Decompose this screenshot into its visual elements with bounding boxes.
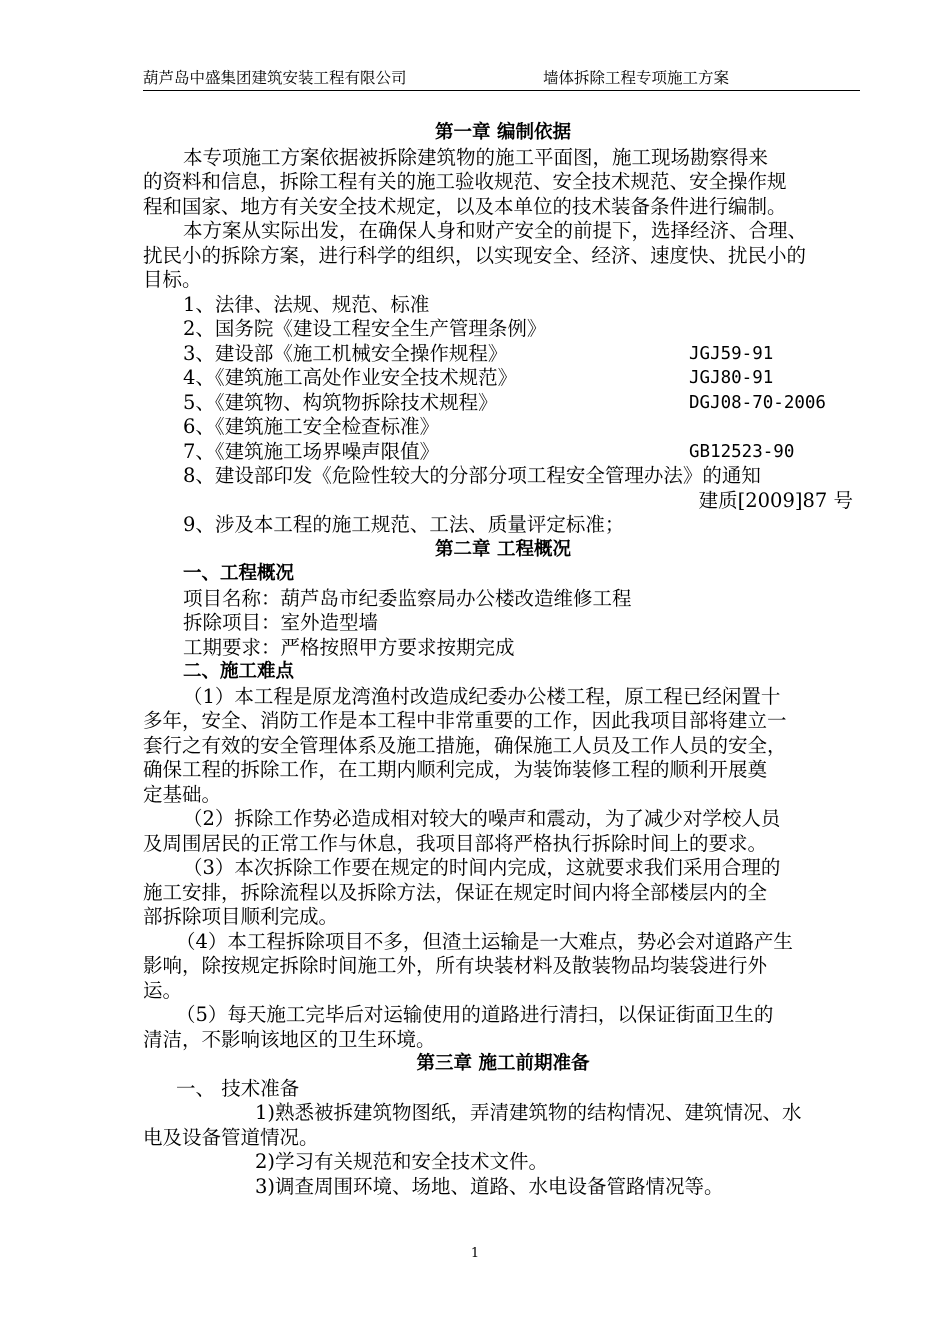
company-name: 葫芦岛中盛集团建筑安装工程有限公司 bbox=[143, 69, 407, 87]
paragraph-line: 3)调查周围环境、场地、道路、水电设备管路情况等。 bbox=[255, 1174, 724, 1198]
project-name: 项目名称：葫芦岛市纪委监察局办公楼改造维修工程 bbox=[183, 586, 632, 610]
paragraph-line: 2)学习有关规范和安全技术文件。 bbox=[255, 1150, 549, 1173]
paragraph-line: 本专项施工方案依据被拆除建筑物的施工平面图，施工现场勘察得来 bbox=[183, 145, 769, 169]
reference-item: 6、《建筑施工安全检查标准》 bbox=[183, 415, 440, 438]
reference-item: 2、国务院《建设工程安全生产管理条例》 bbox=[183, 317, 547, 340]
chapter-3-title: 第三章 施工前期准备 bbox=[416, 1053, 590, 1074]
paragraph-line: 的资料和信息，拆除工程有关的施工验收规范、安全技术规范、安全操作规 bbox=[143, 170, 787, 193]
paragraph-line: （2）拆除工作势必造成相对较大的噪声和震动，为了减少对学校人员 bbox=[183, 807, 781, 830]
section-heading: 二、施工难点 bbox=[183, 661, 295, 682]
demolition-item: 拆除项目：室外造型墙 bbox=[183, 611, 379, 634]
paragraph-line: 电及设备管道情况。 bbox=[143, 1125, 319, 1149]
paragraph-line: 清洁，不影响该地区的卫生环境。 bbox=[143, 1027, 436, 1051]
paragraph-line: 1)熟悉被拆建筑物图纸，弄清建筑物的结构情况、建筑情况、水 bbox=[255, 1101, 802, 1124]
paragraph-line: 本方案从实际出发，在确保人身和财产安全的前提下，选择经济、合理、 bbox=[183, 219, 808, 242]
paragraph-line: 多年，安全、消防工作是本工程中非常重要的工作，因此我项目部将建立一 bbox=[143, 709, 787, 732]
reference-item: 9、涉及本工程的施工规范、工法、质量评定标准； bbox=[183, 513, 625, 536]
paragraph-line: 施工安排，拆除流程以及拆除方法，保证在规定时间内将全部楼层内的全 bbox=[143, 880, 768, 904]
paragraph-line: 程和国家、地方有关安全技术规定，以及本单位的技术装备条件进行编制。 bbox=[143, 194, 787, 218]
paragraph-line: （4）本工程拆除项目不多，但渣土运输是一大难点，势必会对道路产生 bbox=[176, 929, 793, 953]
reference-item: 4、《建筑施工高处作业安全技术规范》 JGJ80-91 bbox=[183, 366, 774, 389]
reference-item: 5、《建筑物、构筑物拆除技术规程》 DGJ08-70-2006 bbox=[183, 390, 826, 414]
section-heading: 一、工程概况 bbox=[183, 563, 295, 584]
paragraph-line: 部拆除项目顺利完成。 bbox=[143, 905, 339, 928]
section-heading: 一、 技术准备 bbox=[176, 1076, 300, 1100]
reference-item: 3、建设部《施工机械安全操作规程》 JGJ59-91 bbox=[183, 341, 774, 365]
reference-item: 1、法律、法规、规范、标准 bbox=[183, 292, 430, 316]
paragraph-line: 定基础。 bbox=[143, 782, 222, 806]
document-body bbox=[143, 121, 863, 1199]
reference-item: 7、《建筑施工场界噪声限值》 GB12523-90 bbox=[183, 439, 795, 463]
paragraph-line: 运。 bbox=[143, 978, 183, 1002]
reference-item: 8、建设部印发《危险性较大的分部分项工程安全管理办法》的通知 bbox=[183, 464, 761, 487]
paragraph-line: 影响，除按规定拆除时间施工外，所有块装材料及散装物品均装袋进行外 bbox=[143, 954, 768, 977]
paragraph-line: 确保工程的拆除工作，在工期内顺利完成，为装饰装修工程的顺利开展奠 bbox=[143, 758, 768, 781]
standard-code: 建质[2009]87 号 bbox=[698, 488, 853, 512]
standard-code: GB12523-90 bbox=[689, 441, 795, 462]
paragraph-line: 套行之有效的安全管理体系及施工措施，确保施工人员及工作人员的安全， bbox=[143, 733, 787, 757]
paragraph-line: （1）本工程是原龙湾渔村改造成纪委办公楼工程，原工程已经闲置十 bbox=[183, 684, 781, 708]
paragraph-line: 目标。 bbox=[143, 268, 202, 291]
document-title: 墙体拆除工程专项施工方案 bbox=[543, 69, 730, 87]
paragraph-line: （5）每天施工完毕后对运输使用的道路进行清扫，以保证街面卫生的 bbox=[176, 1003, 774, 1026]
chapter-1-title: 第一章 编制依据 bbox=[435, 122, 571, 143]
paragraph-line: （3）本次拆除工作要在规定的时间内完成，这就要求我们采用合理的 bbox=[183, 856, 781, 879]
standard-code: JGJ59-91 bbox=[689, 343, 774, 364]
paragraph-line: 扰民小的拆除方案，进行科学的组织，以实现安全、经济、速度快、扰民小的 bbox=[143, 243, 807, 267]
chapter-2-title: 第二章 工程概况 bbox=[435, 538, 571, 560]
paragraph-line: 及周围居民的正常工作与休息，我项目部将严格执行拆除时间上的要求。 bbox=[143, 831, 768, 855]
standard-code: DGJ08-70-2006 bbox=[689, 392, 826, 413]
schedule-requirement: 工期要求：严格按照甲方要求按期完成 bbox=[183, 635, 515, 659]
page-number: 1 bbox=[470, 1246, 480, 1261]
page-header bbox=[143, 64, 860, 91]
standard-code: JGJ80-91 bbox=[689, 368, 774, 388]
